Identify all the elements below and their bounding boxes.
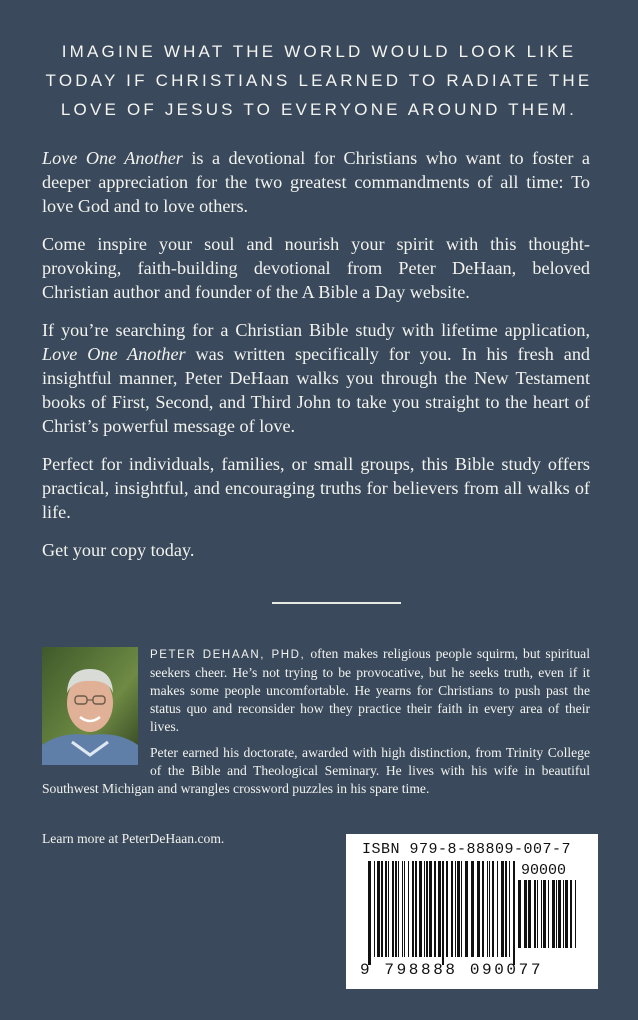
isbn-label: ISBN 979-8-88809-007-7 xyxy=(362,841,572,858)
headline-line-1: IMAGINE WHAT THE WORLD WOULD LOOK LIKE xyxy=(61,42,577,61)
description-paragraph-1 xyxy=(42,146,590,218)
description-paragraph-2: Come inspire your soul and nourish your spirit with this thought-provoking, faith-building devotional from Peter DeHaan, beloved Christian author and founder of the A Bible a Day website. xyxy=(42,234,590,302)
description-text: If you’re searching for a Christian Bible study with lifetime application, xyxy=(42,320,590,340)
book-title-italic: Love One Another xyxy=(42,148,183,168)
learn-more-link-text: Learn more at PeterDeHaan.com. xyxy=(42,831,225,846)
section-divider xyxy=(272,602,401,604)
price-code: 90000 xyxy=(521,862,567,879)
isbn-barcode xyxy=(346,834,598,989)
author-name: PETER DEHAAN, PHD, xyxy=(150,649,306,661)
description-text: was written specifically for you. In his fresh and insightful manner, Peter DeHaan walks you through the New Testament books of First, Second, and Third John to take you straight to the heart of Christ’s powerful message of love. xyxy=(42,344,591,436)
tagline-headline xyxy=(30,37,608,124)
headline-line-2: TODAY IF CHRISTIANS LEARNED TO RADIATE THE xyxy=(45,71,593,90)
author-bio xyxy=(42,645,590,806)
bio-paragraph-2: Peter earned his doctorate, awarded with high distinction, from Trinity College of the Bible and Theological Seminary. He lives with his wife in beautiful Southwest Michigan and wrangles crossword puzzles in his spare time. xyxy=(42,745,590,796)
barcode-bars xyxy=(368,861,516,965)
description-paragraph-4: Perfect for individuals, families, or small groups, this Bible study offers practical, insightful, and encouraging truths for believers from all walks of life. xyxy=(42,454,590,522)
bio-text: often makes religious people squirm, but spiritual seekers cheer. He’s not trying to be provocative, but he seeks truth, even if it makes some people uncomfortable. He yearns for Christians to push past the status quo and reconsider how they practice their faith in every area of their lives. xyxy=(150,646,590,734)
call-to-action: Get your copy today. xyxy=(42,540,195,560)
book-title-italic: Love One Another xyxy=(42,344,186,364)
headline-line-3: LOVE OF JESUS TO EVERYONE AROUND THEM. xyxy=(60,100,578,119)
description-text: is a devotional for Christians who want to foster a deeper appreciation for the two greatest commandments of all time: To love God and to love others. xyxy=(42,148,590,216)
ean-digits: 9 798888 090077 xyxy=(360,961,544,979)
description-paragraph-3 xyxy=(42,318,590,438)
addon-barcode-bars xyxy=(518,880,578,956)
book-description xyxy=(42,146,590,576)
